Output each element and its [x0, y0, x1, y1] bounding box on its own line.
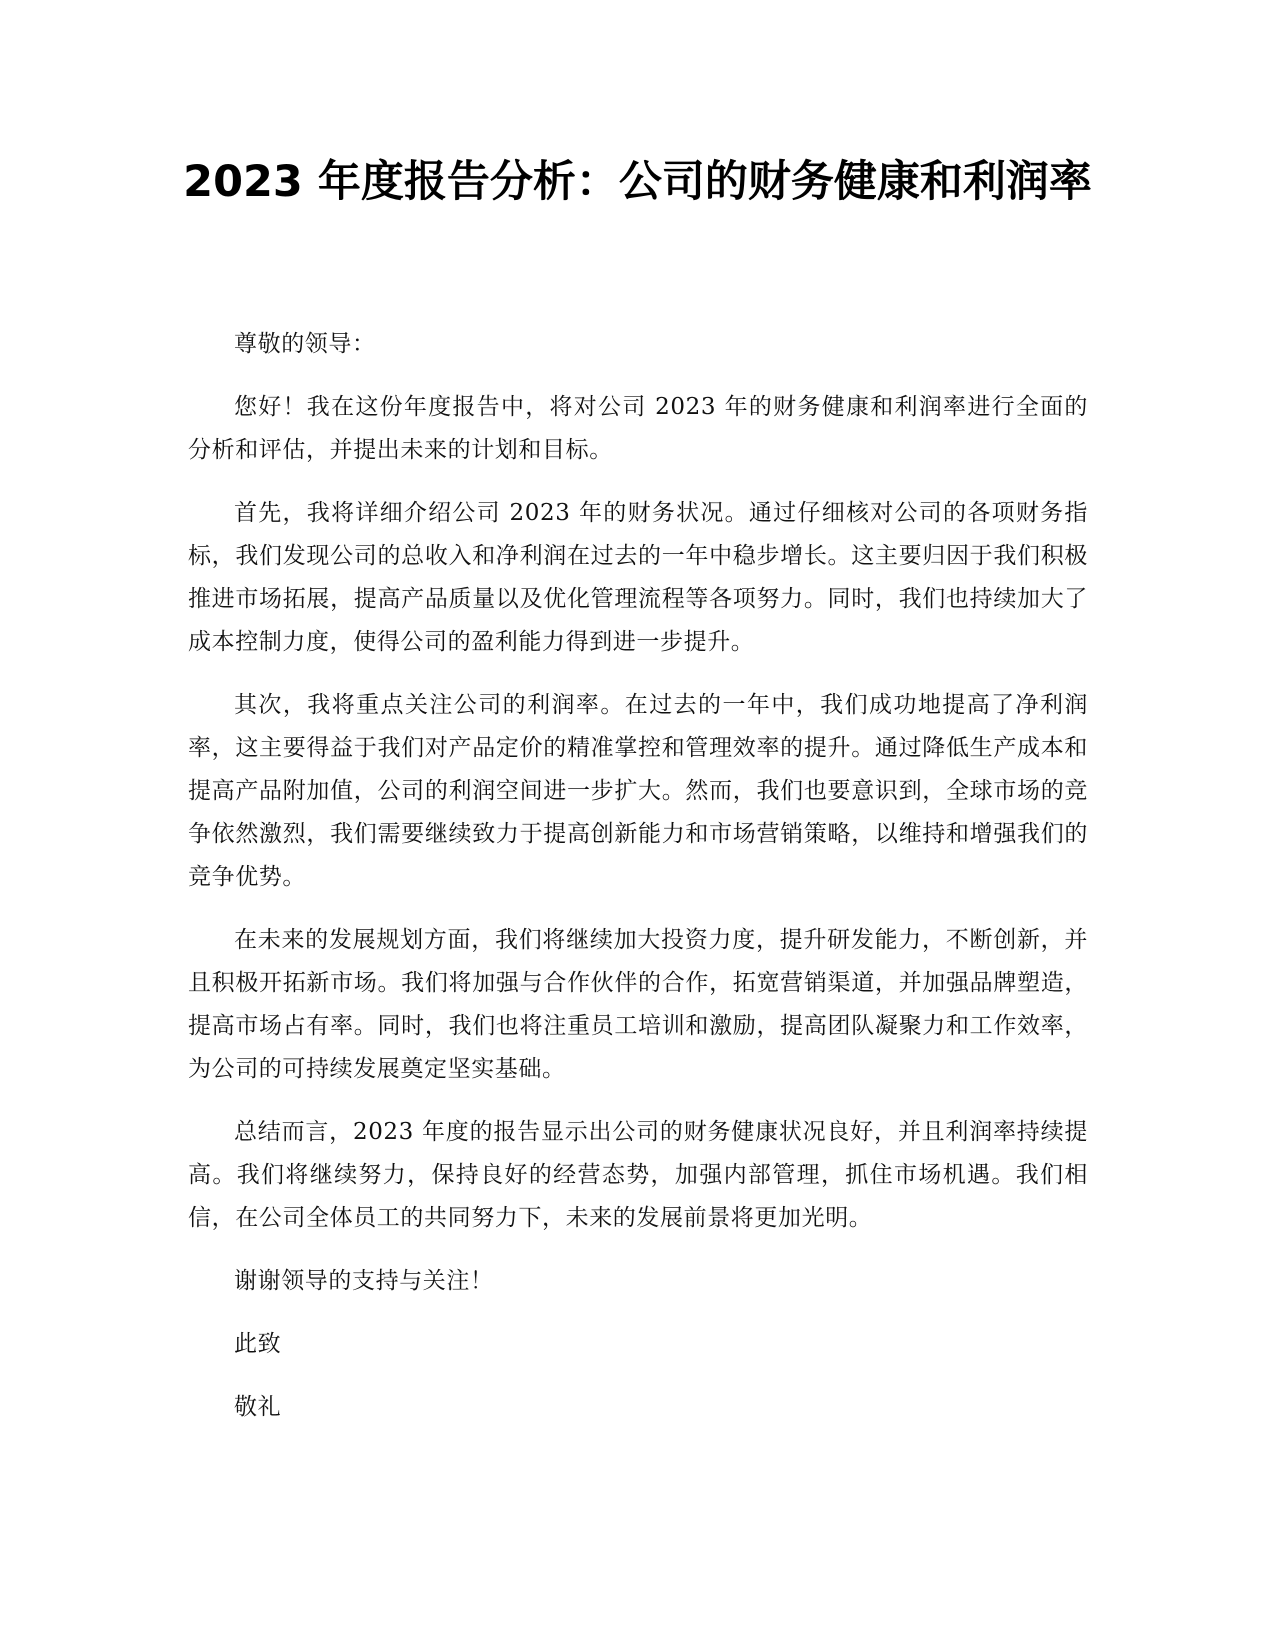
paragraph-intro: 您好！我在这份年度报告中，将对公司 2023 年的财务健康和利润率进行全面的分析和评估，并提出未来的计划和目标。	[188, 394, 1088, 463]
closing-line-2: 敬礼	[234, 1394, 282, 1420]
paragraph-financial-status: 首先，我将详细介绍公司 2023 年的财务状况。通过仔细核对公司的各项财务指标，我们发现公司的总收入和净利润在过去的一年中稳步增长。这主要归因于我们积极推进市场拓展，提高产品质量以及优化管理流程等各项努力。同时，我们也持续加大了成本控制力度，使得公司的盈利能力得到进一步提升。	[188, 500, 1088, 655]
salutation: 尊敬的领导：	[234, 331, 376, 357]
thanks-line: 谢谢领导的支持与关注！	[234, 1268, 494, 1294]
paragraph-profit-margin: 其次，我将重点关注公司的利润率。在过去的一年中，我们成功地提高了净利润率，这主要得益于我们对产品定价的精准掌控和管理效率的提升。通过降低生产成本和提高产品附加值，公司的利润空间进一步扩大。然而，我们也要意识到，全球市场的竞争依然激烈，我们需要继续致力于提高创新能力和市场营销策略，以维持和增强我们的竞争优势。	[188, 692, 1088, 890]
closing-line-1: 此致	[234, 1331, 282, 1357]
document-title: 2023 年度报告分析：公司的财务健康和利润率	[183, 157, 1092, 207]
document-body	[188, 323, 1088, 1449]
paragraph-summary: 总结而言，2023 年度的报告显示出公司的财务健康状况良好，并且利润率持续提高。我们将继续努力，保持良好的经营态势，加强内部管理，抓住市场机遇。我们相信，在公司全体员工的共同努力下，未来的发展前景将更加光明。	[188, 1119, 1088, 1231]
paragraph-future-plans: 在未来的发展规划方面，我们将继续加大投资力度，提升研发能力，不断创新，并且积极开拓新市场。我们将加强与合作伙伴的合作，拓宽营销渠道，并加强品牌塑造，提高市场占有率。同时，我们也将注重员工培训和激励，提高团队凝聚力和工作效率，为公司的可持续发展奠定坚实基础。	[188, 927, 1088, 1082]
